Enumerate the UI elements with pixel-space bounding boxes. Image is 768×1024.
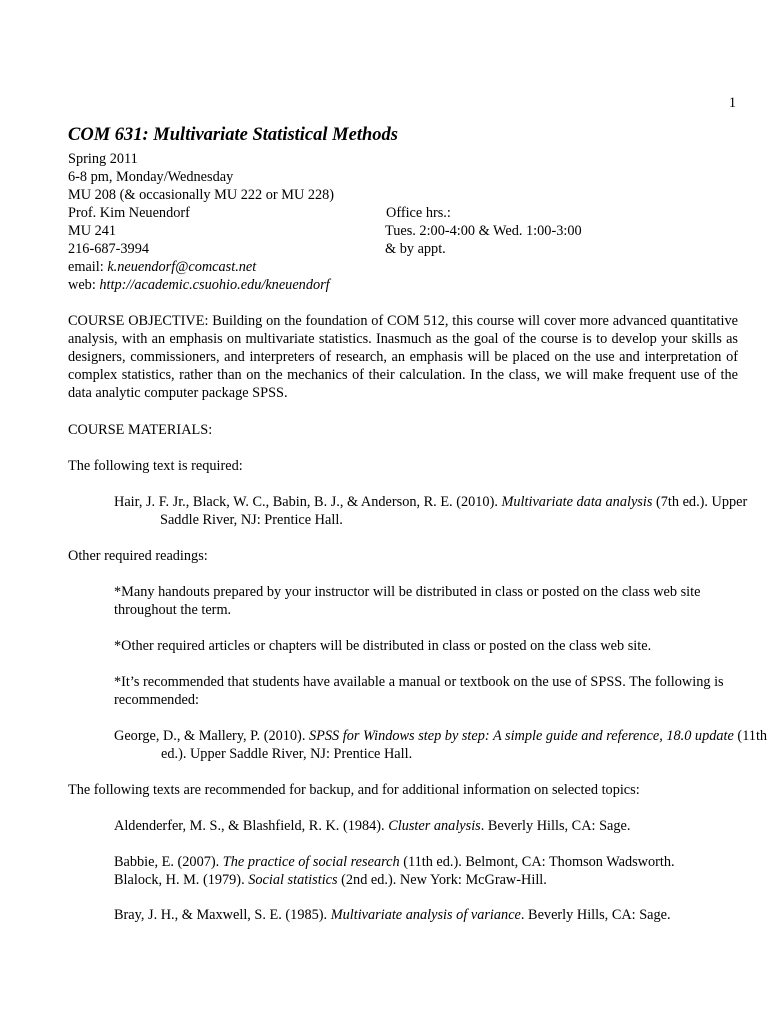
citation-publisher: (7th ed.). Upper Saddle River, NJ: Prentice Hall. <box>160 494 748 528</box>
course-header <box>68 150 748 294</box>
backup-reference <box>114 871 738 889</box>
web-address[interactable]: http://academic.csuohio.edu/kneuendorf <box>99 277 330 293</box>
meeting-time: 6-8 pm, Monday/Wednesday <box>68 169 234 185</box>
other-reading-item: *It’s recommended that students have available a manual or textbook on the use of SPSS. The following is recommended: <box>114 674 724 708</box>
course-materials-heading: COURSE MATERIALS: <box>68 422 213 438</box>
phone: 216-687-3994 <box>68 241 150 257</box>
citation-publisher: (11th ed.). Belmont, CA: Thomson Wadsworth. <box>399 854 675 870</box>
required-text-intro: The following text is required: <box>68 458 243 474</box>
other-reading-item: *Other required articles or chapters will be distributed in class or posted on the class web site. <box>114 638 652 654</box>
office: MU 241 <box>68 223 117 239</box>
course-title: COM 631: Multivariate Statistical Methods <box>68 125 398 145</box>
citation-publisher: . Beverly Hills, CA: Sage. <box>480 818 631 834</box>
room: MU 208 (& occasionally MU 222 or MU 228) <box>68 187 335 203</box>
backup-reference <box>114 906 738 924</box>
backup-reference <box>114 817 738 835</box>
citation-publisher: (2nd ed.). New York: McGraw-Hill. <box>337 872 547 888</box>
office-hours-times: Tues. 2:00-4:00 & Wed. 1:00-3:00 <box>385 223 582 239</box>
professor: Prof. Kim Neuendorf <box>68 205 190 221</box>
required-text-citation <box>114 493 768 529</box>
other-reading-item: *Many handouts prepared by your instructor will be distributed in class or posted on the class web site throughout the term. <box>114 584 701 618</box>
office-hours-label: Office hrs.: <box>386 205 451 221</box>
citation-authors: Bray, J. H., & Maxwell, S. E. (1985). <box>114 907 331 923</box>
citation-authors: George, D., & Mallery, P. (2010). <box>114 728 309 744</box>
backup-intro: The following texts are recommended for backup, and for additional information on selected topics: <box>68 782 640 798</box>
term: Spring 2011 <box>68 151 138 167</box>
web-label: web: <box>68 277 100 293</box>
email-label: email: <box>68 259 108 275</box>
other-readings-heading: Other required readings: <box>68 548 208 564</box>
citation-title: Multivariate data analysis <box>501 494 653 510</box>
page-number: 1 <box>728 95 736 111</box>
citation-authors: Babbie, E. (2007). <box>114 854 223 870</box>
citation-title: Multivariate analysis of variance <box>330 907 521 923</box>
spss-reference-citation <box>114 727 768 763</box>
citation-authors: Hair, J. F. Jr., Black, W. C., Babin, B. J., & Anderson, R. E. (2010). <box>114 494 502 510</box>
citation-publisher: . Beverly Hills, CA: Sage. <box>520 907 671 923</box>
backup-reference <box>114 853 738 871</box>
course-objective: COURSE OBJECTIVE: Building on the foundation of COM 512, this course will cover more advanced quantitative analysis, with an emphasis on multivariate statistics. Inasmuch as the goal of the course is to develop your skills as designers, commissioners, and interpreters of research, an emphasis will be placed on the use and interpretation of complex statistics, rather than on the mechanics of their calculation. In the class, we will make frequent use of the data analytic computer package SPSS. <box>68 313 738 401</box>
citation-authors: Blalock, H. M. (1979). <box>114 872 249 888</box>
office-hours-extra: & by appt. <box>385 241 446 257</box>
email-address[interactable]: k.neuendorf@comcast.net <box>107 259 257 275</box>
citation-title: The practice of social research <box>222 854 400 870</box>
citation-publisher: (11th ed.). Upper Saddle River, NJ: Prentice Hall. <box>161 728 768 762</box>
citation-authors: Aldenderfer, M. S., & Blashfield, R. K. (1984). <box>114 818 389 834</box>
citation-title: SPSS for Windows step by step: A simple guide and reference, 18.0 update <box>308 728 734 744</box>
citation-title: Cluster analysis <box>388 818 481 834</box>
citation-title: Social statistics <box>248 872 338 888</box>
